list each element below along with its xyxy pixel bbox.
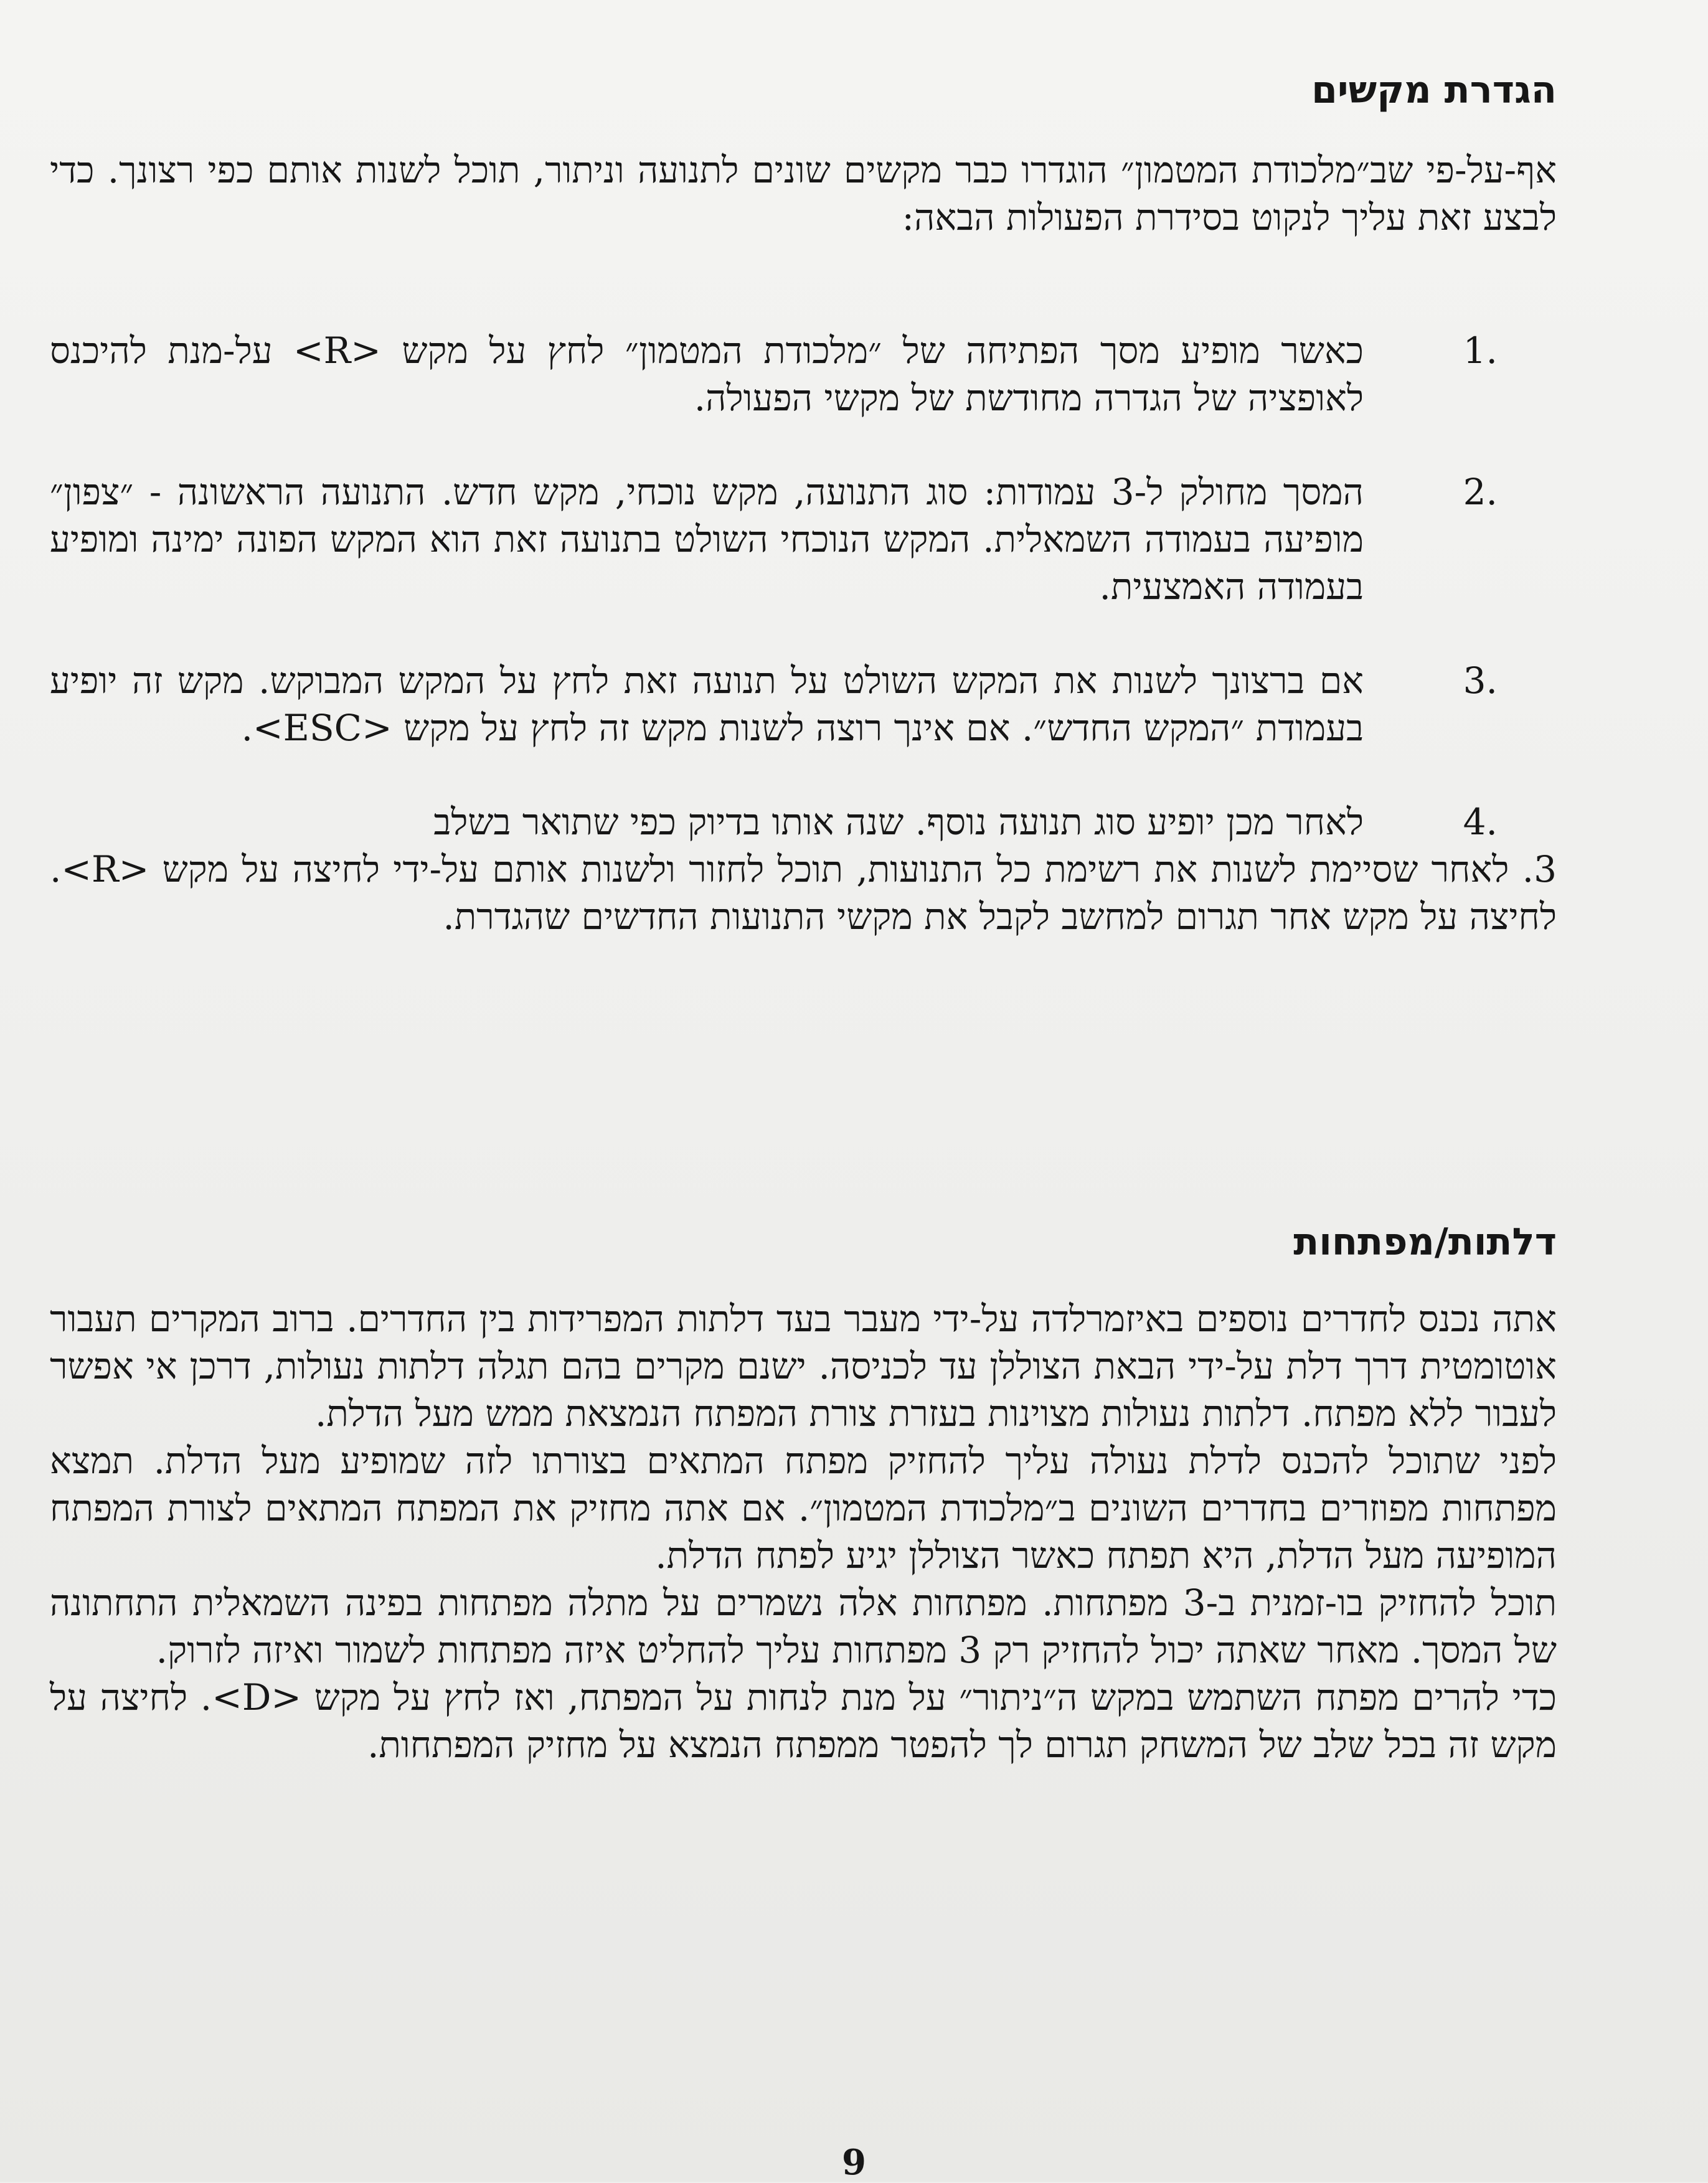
body-paragraph: כדי להרים מפתח השתמש במקש ה״ניתור״ על מנת לנחות על המפתח, ואז לחץ על מקש <D>. לחיצה על מקש זה בכל שלב של המשחק תגרום לך להפטר ממפתח הנמצא על מחזיק המפתחות. [50, 1676, 1557, 1766]
list-item [50, 468, 1557, 610]
list-item-text: המסך מחולק ל-3 עמודות: סוג התנועה, מקש נוכחי, מקש חדש. התנועה הראשונה - ״צפון״ מופיעה בעמודה השמאלית. המקש הנוכחי השולט בתנועה זאת הוא המקש הפונה ימינה ומופיע בעמודה האמצעית. [50, 471, 1364, 608]
instructions-list [50, 327, 1557, 987]
list-item-number: 3. [1463, 659, 1498, 702]
list-item [50, 798, 1557, 940]
list-item-text: כאשר מופיע מסך הפתיחה של ״מלכודת המטמון״ לחץ על מקש <R> על-מנת להיכנס לאופציה של הגדרה מחודשת של מקשי הפעולה. [50, 329, 1364, 419]
list-item [50, 657, 1557, 752]
list-item-text: 3. לאחר שסיימת לשנות את רשימת כל התנועות, תוכל לחזור ולשנות אותם על-ידי לחיצה על מקש <R>. לחיצה על מקש אחר תגרום למחשב לקבל את מקשי התנועות החדשים שהגדרת. [50, 848, 1557, 938]
list-item-number: 2. [1463, 471, 1498, 513]
list-item-first-line: לאחר מכן יופיע סוג תנועה נוסף. שנה אותו בדיוק כפי שתואר בשלב [433, 801, 1364, 843]
page-number: 9 [842, 2142, 866, 2183]
section-heading-key-definition: הגדרת מקשים [1311, 68, 1557, 112]
body-paragraph: אתה נכנס לחדרים נוספים באיזמרלדה על-ידי מעבר בעד דלתות המפרידות בין החדרים. ברוב המקרים תעבור אוטומטית דרך דלת על-ידי הבאת הצוללן עד לכניסה. ישנם מקרים בהם תגלה דלתות נעולות, דרכן אי אפשר לעבור ללא מפתח. דלתות נעולות מצוינות בעזרת צורת המפתח הנמצאת ממש מעל הדלת. [50, 1298, 1557, 1435]
list-item-number: 4. [1463, 801, 1498, 843]
intro-paragraph: אף-על-פי שב״מלכודת המטמון״ הוגדרו כבר מקשים שונים לתנועה וניתור, תוכל לשנות אותם כפי רצונך. כדי לבצע זאת עליך לנקוט בסידרת הפעולות הבאה: [50, 149, 1557, 238]
list-item-number: 1. [1463, 329, 1498, 372]
section-heading-doors-keys: דלתות/מפתחות [1293, 1220, 1557, 1264]
body-paragraph: לפני שתוכל להכנס לדלת נעולה עליך להחזיק מפתח המתאים בצורתו לזה שמופיע מעל הדלת. תמצא מפתחות מפוזרים בחדרים השונים ב״מלכודת המטמון״. אם אתה מחזיק את המפתח המתאים לצורת המפתח המופיעה מעל הדלת, היא תפתח כאשר הצוללן יגיע לפתח הדלת. [50, 1440, 1557, 1577]
doors-section-body [50, 1295, 1557, 1768]
list-item-text: אם ברצונך לשנות את המקש השולט על תנועה זאת לחץ על המקש המבוקש. מקש זה יופיע בעמודת ״המקש החדש״. אם אינך רוצה לשנות מקש זה לחץ על מקש <ESC>. [50, 659, 1364, 749]
body-paragraph: תוכל להחזיק בו-זמנית ב-3 מפתחות. מפתחות אלה נשמרים על מתלה מפתחות בפינה השמאלית התחתונה של המסך. מאחר שאתה יכול להחזיק רק 3 מפתחות עליך להחליט איזה מפתחות לשמור ואיזה לזרוק. [50, 1582, 1557, 1671]
list-item [50, 327, 1557, 422]
